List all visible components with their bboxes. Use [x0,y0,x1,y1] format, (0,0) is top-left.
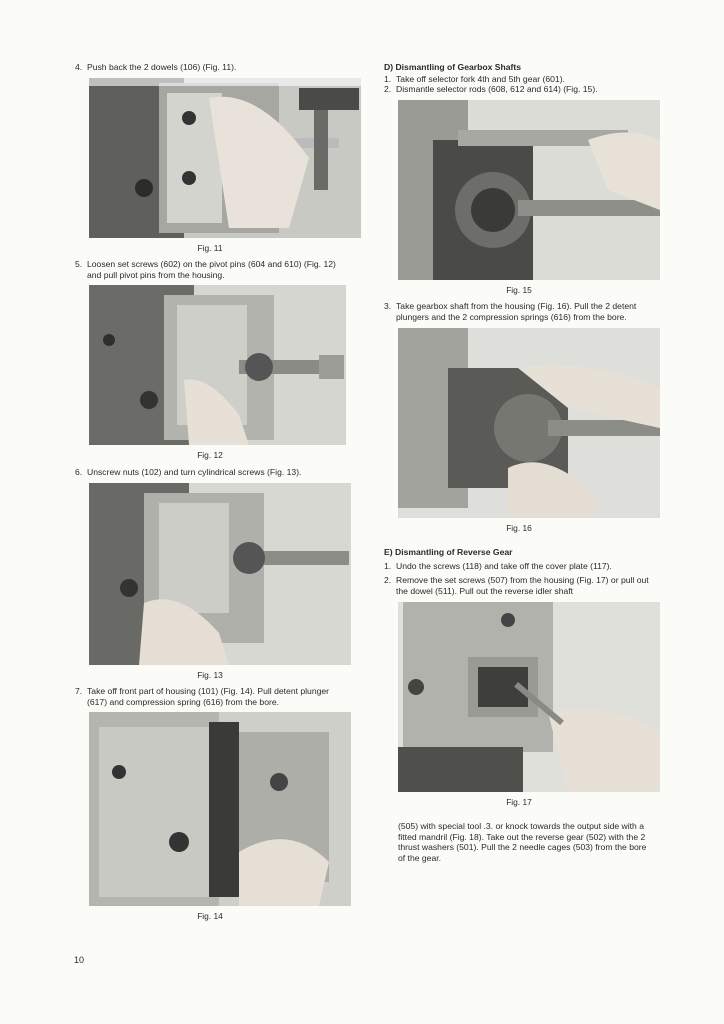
step-text: Dismantle selector rods (608, 612 and 614) (Fig. 15). [396,84,598,95]
gearbox-photo-fig-11 [89,78,361,238]
step-text: Push back the 2 dowels (106) (Fig. 11). [87,62,237,72]
figure-caption: Fig. 17 [506,796,532,807]
step-number: 4. [75,62,83,72]
step-d3 [384,301,654,322]
figure-13 [75,483,345,681]
figure-caption: Fig. 15 [506,284,532,295]
step-d2 [384,84,654,95]
step-text: Unscrew nuts (102) and turn cylindrical screws (Fig. 13). [87,466,302,477]
figure-caption: Fig. 11 [197,242,223,253]
continuation-text: (505) with special tool .3. or knock towards the output side with a fitted mandril (Fig. 18). Take out the reverse gear (502) with the 2 thrust washers (501). Pull the 2 needle cages (503) from the bore of the gear. [398,821,647,863]
left-column [75,62,345,928]
step-number: 5. [75,259,83,270]
gearbox-photo-fig-14 [89,712,351,906]
page-number: 10 [74,955,85,965]
step-text: Remove the set screws (507) from the housing (Fig. 17) or pull out the dowel (511). Pull out the reverse idler shaft [396,575,649,596]
gearbox-photo-fig-16 [398,328,660,518]
section-heading-d: D) Dismantling of Gearbox Shafts [384,62,522,72]
step-number: 1. [384,560,392,571]
step-6 [75,467,345,478]
step-5 [75,259,345,280]
step-7 [75,686,345,707]
figure-16 [384,328,654,534]
figure-14 [75,712,345,922]
step-text: Take gearbox shaft from the housing (Fig. 16). Pull the 2 detent plungers and the 2 compression springs (616) from the bore. [396,301,637,322]
step-number: 2. [384,84,392,95]
gearbox-photo-fig-17 [398,602,660,792]
right-column [384,62,654,864]
figure-caption: Fig. 12 [197,450,223,461]
figure-15 [384,100,654,296]
figure-caption: Fig. 16 [506,522,532,533]
step-number: 3. [384,301,392,312]
step-e2 [384,575,654,596]
step-number: 1. [384,73,392,84]
step-d1 [384,74,654,85]
step-number: 6. [75,466,83,477]
gearbox-photo-fig-15 [398,100,660,280]
figure-caption: Fig. 13 [197,669,223,680]
figure-11 [75,78,345,254]
step-e1 [384,561,654,572]
step-number: 2. [384,575,392,586]
step-text: Take off front part of housing (101) (Fig. 14). Pull detent plunger (617) and compression spring (616) from the bore. [87,686,330,707]
figure-17 [384,602,654,808]
gearbox-photo-fig-13 [89,483,351,665]
figure-caption: Fig. 14 [197,911,223,922]
step-number: 7. [75,686,83,697]
gearbox-photo-fig-12 [89,285,346,445]
step-4 [75,62,345,73]
step-text: Loosen set screws (602) on the pivot pins (604 and 610) (Fig. 12) and pull pivot pins from the housing. [87,259,336,280]
step-text: Take off selector fork 4th and 5th gear (601). [396,73,565,84]
step-text: Undo the screws (118) and take off the cover plate (117). [396,560,612,571]
figure-12 [75,285,345,461]
section-heading-e: E) Dismantling of Reverse Gear [384,547,513,558]
